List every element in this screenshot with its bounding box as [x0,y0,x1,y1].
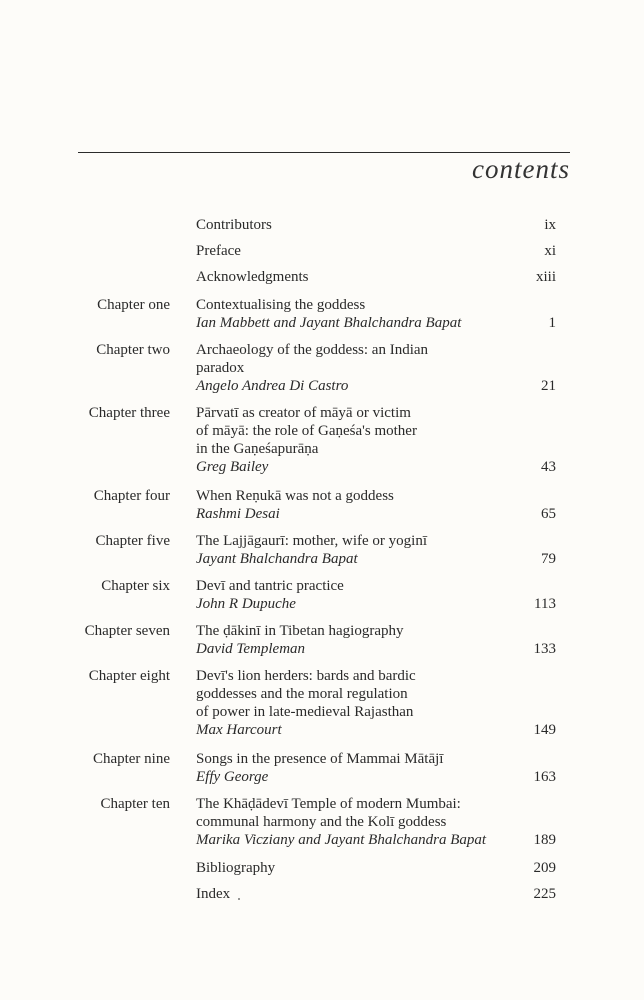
entry-title-block [196,487,526,523]
page-number: 113 [534,596,556,612]
page-number: 209 [533,860,556,876]
page-number: ix [544,217,556,233]
entry-title-line: Contextualising the goddess [196,297,366,313]
chapter-number: Chapter eight [88,668,170,684]
entry-title-block [196,404,526,476]
entry-title-line: Acknowledgments [196,269,309,285]
entry-title-line: communal harmony and the Kolī goddess [196,814,447,830]
page-number: 225 [533,886,556,902]
entry-title-block [196,341,526,395]
entry-author: Ian Mabbett and Jayant Bhalchandra Bapat [196,315,462,331]
entry-author: John R Dupuche [196,596,296,612]
chapter-number: Chapter two [96,342,170,358]
chapter-number: Chapter one [97,297,170,313]
chapter-number: Chapter four [93,488,170,504]
page-number: 133 [533,641,556,657]
entry-author: Jayant Bhalchandra Bapat [196,551,358,567]
entry-title-line: Archaeology of the goddess: an Indian [196,342,429,358]
entry-author: Max Harcourt [196,722,282,738]
entry-title-line: paradox [196,360,245,376]
chapter-number: Chapter three [88,405,170,421]
entry-author: Marika Vicziany and Jayant Bhalchandra Bapat [196,832,487,848]
entry-title-line: Index [196,886,231,902]
entry-title-line: goddesses and the moral regulation [196,686,408,702]
entry-title-line: The Lajjāgaurī: mother, wife or yoginī [196,533,427,549]
entry-title-block [196,795,526,849]
contents-heading: contents [472,154,570,184]
entry-title-block [196,268,526,286]
chapter-number: Chapter ten [100,796,170,812]
entry-title-block [196,242,526,260]
entry-title-line: of power in late-medieval Rajasthan [196,704,414,720]
entry-title-line: in the Gaṇeśapurāṇa [196,441,319,457]
page-number: xiii [535,269,556,285]
header-rule [78,152,570,153]
entry-title-line: Bibliography [196,860,276,876]
chapter-number: Chapter six [101,578,170,594]
chapter-number: Chapter nine [92,751,170,767]
entry-title-line: Contributors [196,217,272,233]
entry-title-line: Devī and tantric practice [196,578,344,594]
entry-title-line: When Reṇukā was not a goddess [196,488,394,504]
page-number: 43 [541,459,556,475]
entry-title-line: Devī's lion herders: bards and bardic [196,668,416,684]
page-number: 163 [533,769,556,785]
entry-author: Effy George [196,769,269,785]
entry-title-block [196,667,526,739]
page-number: xi [544,243,556,259]
entry-title-line: Preface [196,243,241,259]
entry-title-block [196,532,526,568]
entry-title-line: The ḍākinī in Tibetan hagiography [196,623,404,639]
entry-title-block [196,577,526,613]
entry-author: David Templeman [196,641,306,657]
entry-title-block [196,216,526,234]
chapter-number: Chapter seven [84,623,170,639]
entry-title-block [196,750,526,786]
entry-title-line: of māyā: the role of Gaṇeśa's mother [196,423,417,439]
entry-title-line: The Khāḍādevī Temple of modern Mumbai: [196,796,461,812]
entry-title-line: Pārvatī as creator of māyā or victim [196,405,411,421]
page-number: 149 [533,722,556,738]
chapter-number: Chapter five [95,533,170,549]
entry-title-block [196,885,526,903]
entry-title-block [196,296,526,332]
page-number: 189 [533,832,556,848]
page-number: 21 [541,378,556,394]
page-number: 65 [541,506,556,522]
entry-author: Angelo Andrea Di Castro [196,378,349,394]
index-dot-mark [238,898,240,900]
entry-title-line: Songs in the presence of Mammai Mātājī [196,751,444,767]
entry-title-block [196,859,526,877]
entry-author: Rashmi Desai [196,506,280,522]
entry-title-block [196,622,526,658]
page-number: 79 [541,551,556,567]
page-number: 1 [548,315,556,331]
entry-author: Greg Bailey [196,459,269,475]
